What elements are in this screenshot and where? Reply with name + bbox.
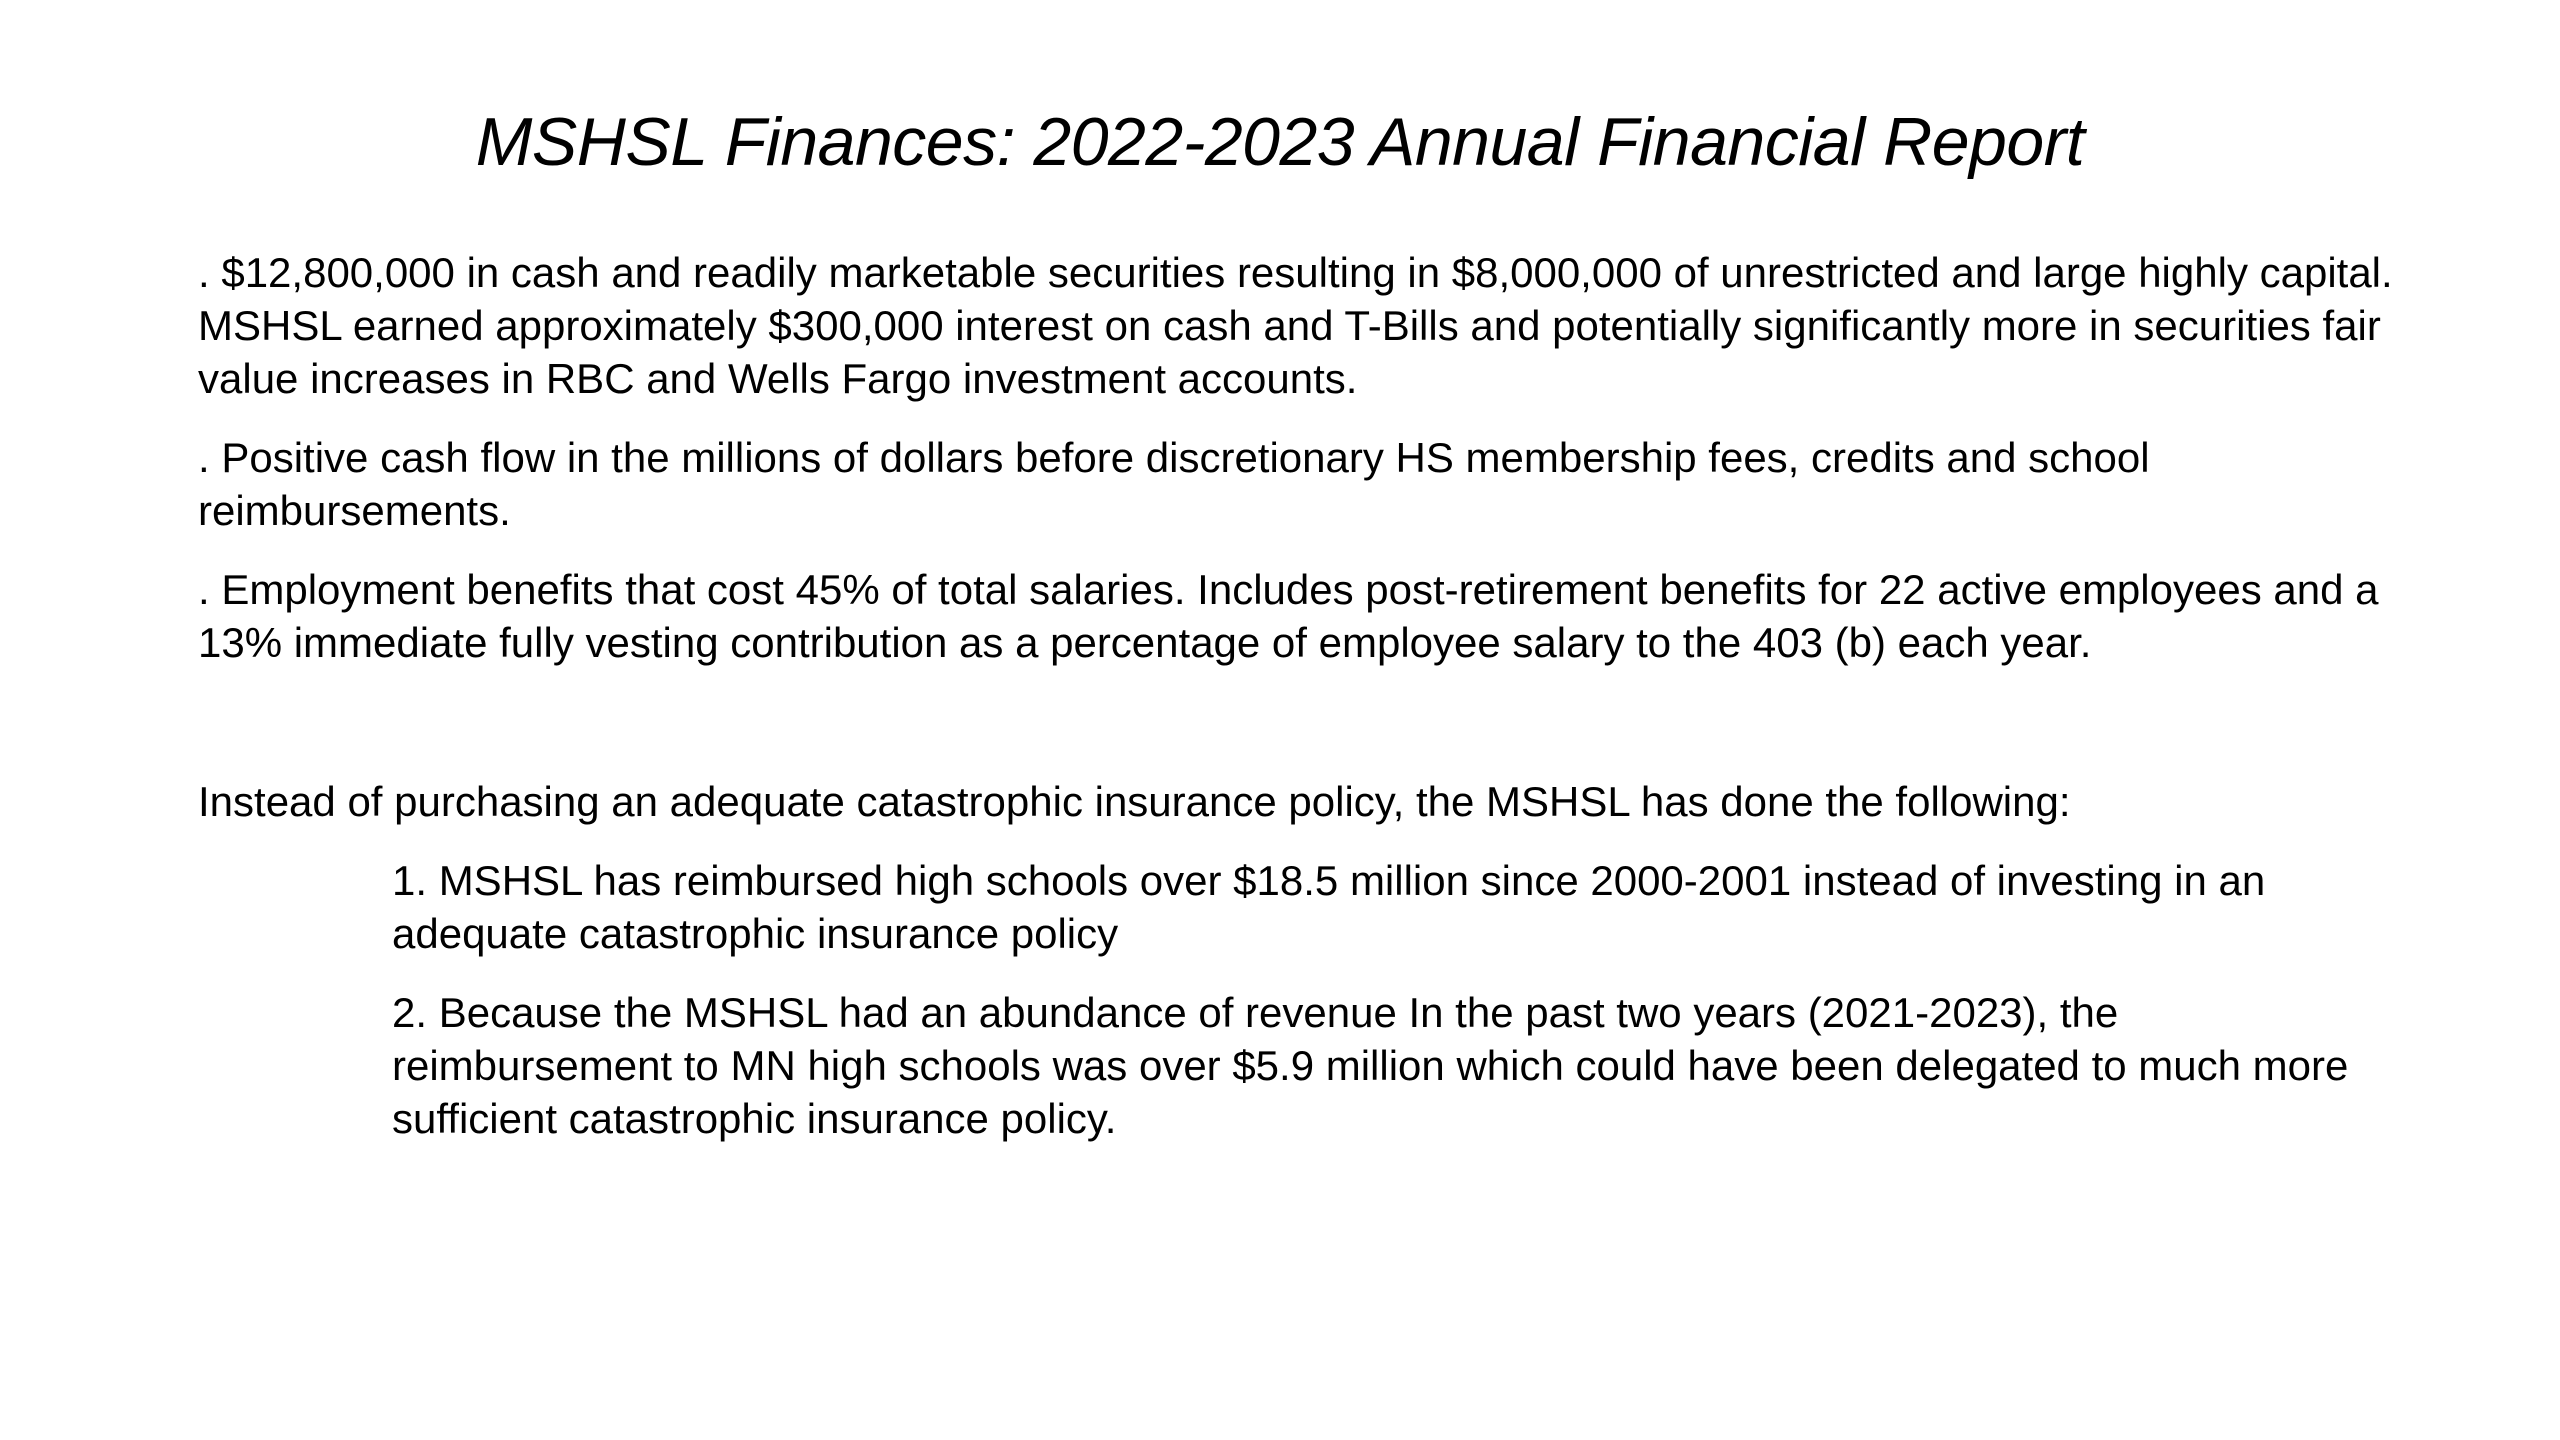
- numbered-item-reimbursed: 1. MSHSL has reimbursed high schools over $18.5 million since 2000-2001 instead of investing in an adequate catastrophic insurance policy: [392, 857, 2266, 957]
- bullet-cash-flow: . Positive cash flow in the millions of dollars before discretionary HS membership fees, credits and school reimbursements.: [198, 434, 2150, 534]
- bullet-employment-benefits: . Employment benefits that cost 45% of total salaries. Includes post-retirement benefits for 22 active employees and a 13% immediate fully vesting contribution as a percentage of employee salary to the 403 (b) each year.: [198, 566, 2379, 666]
- slide-body: [198, 246, 2398, 1171]
- slide-title: MSHSL Finances: 2022-2023 Annual Financial Report: [475, 104, 2085, 180]
- bullet-cash-securities: . $12,800,000 in cash and readily marketable securities resulting in $8,000,000 of unrestricted and large highly capital. MSHSL earned approximately $300,000 interest on cash and T-Bills and potentially significantly more in securities fair value increases in RBC and Wells Fargo investment accounts.: [198, 249, 2393, 402]
- spacer: [198, 695, 2398, 775]
- numbered-item-revenue: 2. Because the MSHSL had an abundance of revenue In the past two years (2021-2023), the reimbursement to MN high schools was over $5.9 million which could have been delegated to much more sufficient catastrophic insurance policy.: [392, 989, 2349, 1142]
- intro-paragraph: Instead of purchasing an adequate catastrophic insurance policy, the MSHSL has done the following:: [198, 778, 2071, 825]
